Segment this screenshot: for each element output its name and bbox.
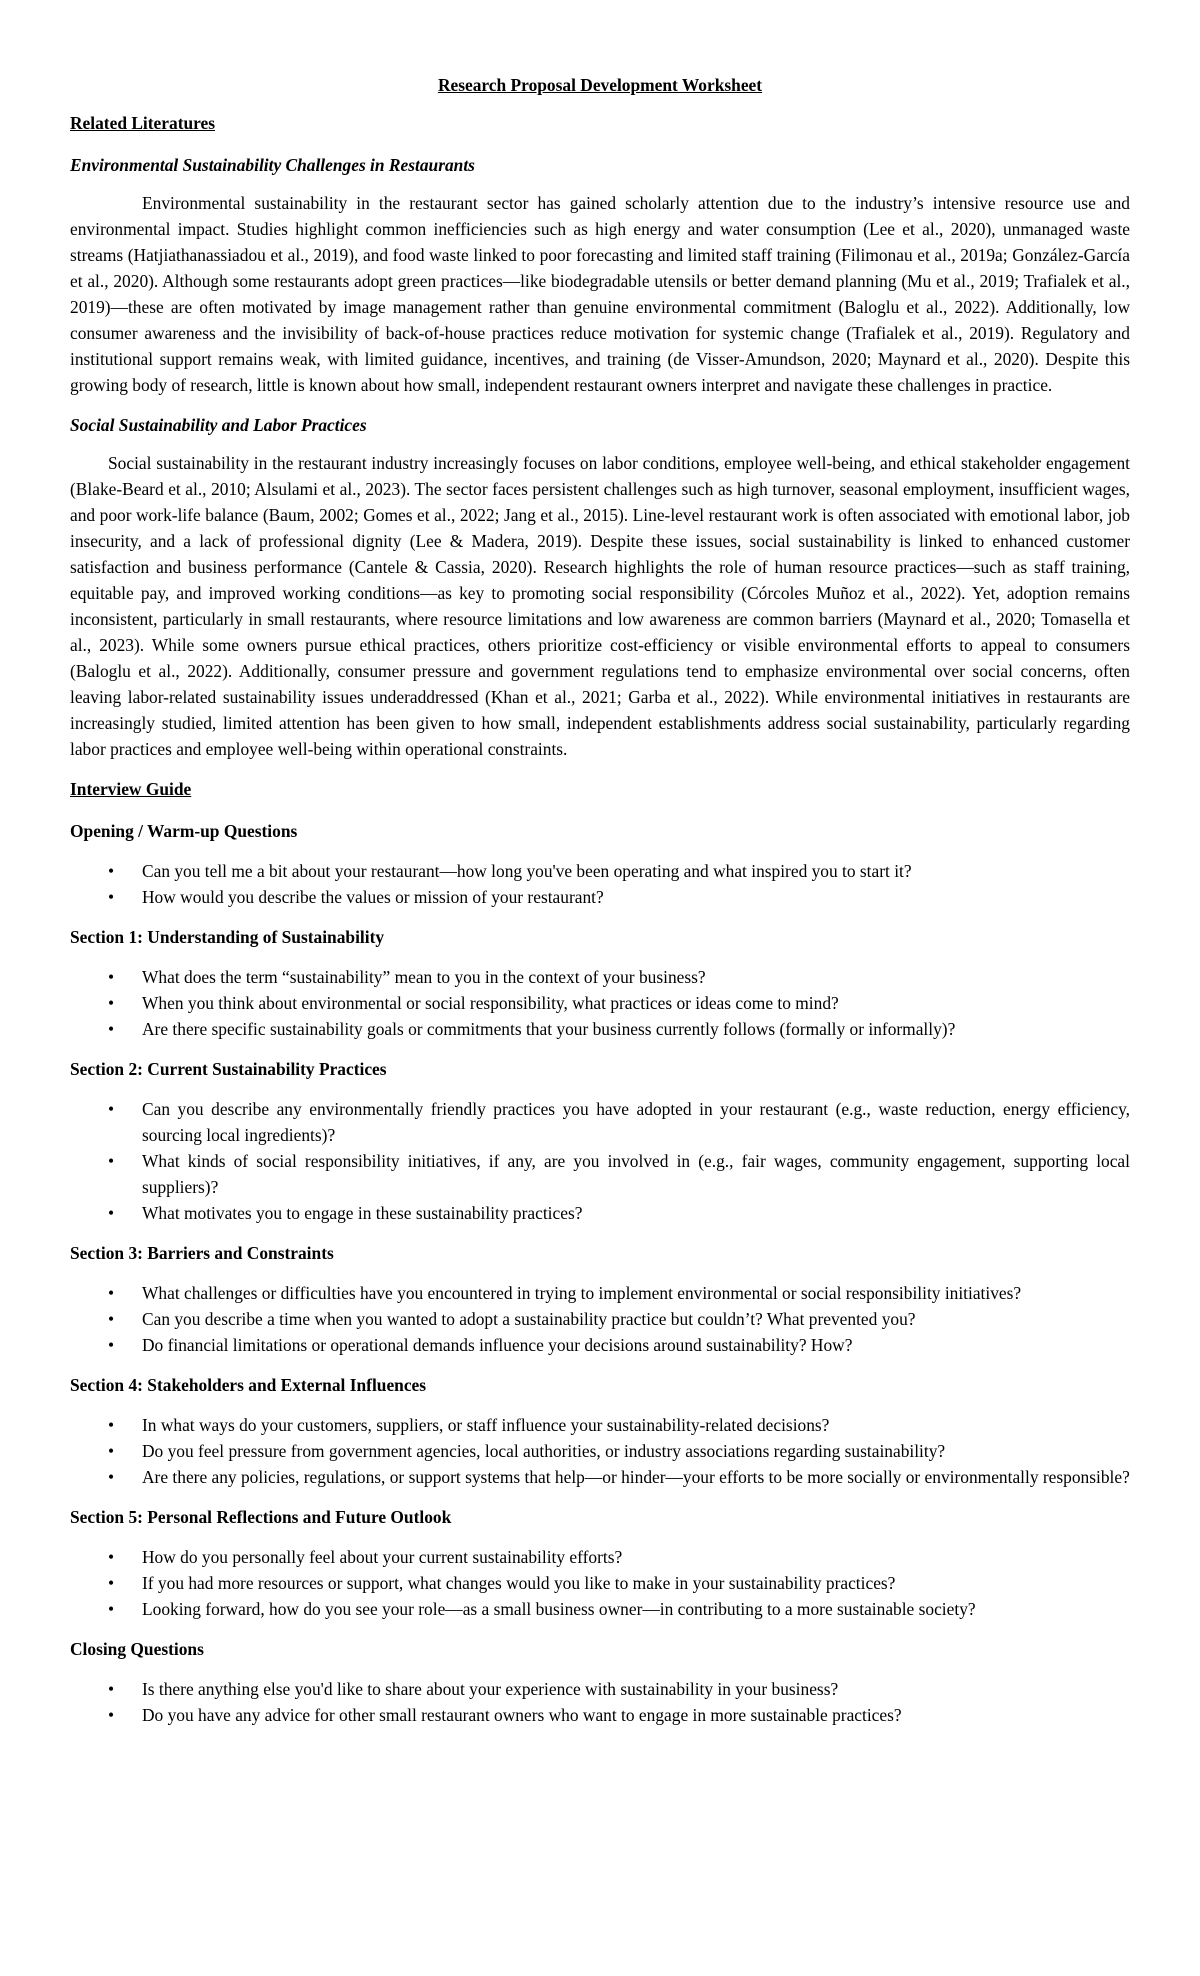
question-text: Are there specific sustainability goals or commitments that your business currently follows (formally or informally)? [142,1019,956,1039]
question-item [70,858,1130,884]
bullet-icon: • [108,1151,115,1171]
interview-sections [70,818,1130,1728]
question-list [70,964,1130,1042]
question-item [70,1544,1130,1570]
question-item [70,1200,1130,1226]
question-list [70,1676,1130,1728]
question-text: What motivates you to engage in these sustainability practices? [142,1203,583,1223]
bullet-icon: • [108,993,115,1013]
question-list [70,1280,1130,1358]
question-text: Can you tell me a bit about your restaurant—how long you've been operating and what inspired you to start it? [142,861,912,881]
interview-section-heading: Section 2: Current Sustainability Practices [70,1059,387,1079]
question-text: When you think about environmental or social responsibility, what practices or ideas come to mind? [142,993,839,1013]
question-item [70,1570,1130,1596]
question-text: Do you have any advice for other small restaurant owners who want to engage in more sustainable practices? [142,1705,902,1725]
question-item [70,1332,1130,1358]
question-list [70,1412,1130,1490]
question-item [70,1306,1130,1332]
question-text: Do financial limitations or operational demands influence your decisions around sustainability? How? [142,1335,853,1355]
document-title: Research Proposal Development Worksheet [437,75,763,95]
question-text: If you had more resources or support, what changes would you like to make in your sustainability practices? [142,1573,896,1593]
bullet-icon: • [108,1309,115,1329]
environmental-paragraph: Environmental sustainability in the restaurant sector has gained scholarly attention due to the industry’s intensive resource use and environmental impact. Studies highlight common inefficiencies such as high energy and water consumption (Lee et al., 2020), unmanaged waste streams (Hatjiathanassiadou et al., 2019), and food waste linked to poor forecasting and limited staff training (Filimonau et al., 2019a; González-García et al., 2020). Although some restaurants adopt green practices—like biodegradable utensils or better demand planning (Mu et al., 2019; Trafialek et al., 2019)—these are often motivated by image management rather than genuine environmental commitment (Baloglu et al., 2022). Additionally, low consumer awareness and the invisibility of back-of-house practices reduce motivation for systemic change (Trafialek et al., 2019). Regulatory and institutional support remains weak, with limited guidance, incentives, and training (de Visser-Amundson, 2020; Maynard et al., 2020). Despite this growing body of research, little is known about how small, independent restaurant owners interpret and navigate these challenges in practice. [70,193,1130,395]
bullet-icon: • [108,1547,115,1567]
bullet-icon: • [108,1283,115,1303]
question-text: Looking forward, how do you see your role—as a small business owner—in contributing to a more sustainable society? [142,1599,976,1619]
question-item [70,1016,1130,1042]
interview-section-heading: Section 4: Stakeholders and External Influences [70,1375,427,1395]
bullet-icon: • [108,1599,115,1619]
question-item [70,1438,1130,1464]
bullet-icon: • [108,861,115,881]
question-text: In what ways do your customers, suppliers, or staff influence your sustainability-related decisions? [142,1415,830,1435]
question-item [70,1412,1130,1438]
question-item [70,964,1130,990]
question-list [70,1096,1130,1226]
question-text: Can you describe a time when you wanted to adopt a sustainability practice but couldn’t? What prevented you? [142,1309,916,1329]
question-item [70,1596,1130,1622]
question-item [70,1096,1130,1148]
question-item [70,990,1130,1016]
bullet-icon: • [108,1415,115,1435]
bullet-icon: • [108,967,115,987]
interview-section-heading: Closing Questions [70,1639,204,1659]
interview-section-heading: Section 1: Understanding of Sustainability [70,927,385,947]
question-text: How do you personally feel about your current sustainability efforts? [142,1547,623,1567]
question-item [70,1464,1130,1490]
related-literatures-heading: Related Literatures [70,113,216,133]
question-text: How would you describe the values or mission of your restaurant? [142,887,604,907]
bullet-icon: • [108,1099,115,1119]
bullet-icon: • [108,1573,115,1593]
bullet-icon: • [108,1679,115,1699]
question-item [70,1148,1130,1200]
bullet-icon: • [108,1203,115,1223]
question-text: Is there anything else you'd like to share about your experience with sustainability in your business? [142,1679,839,1699]
question-text: Do you feel pressure from government agencies, local authorities, or industry associations regarding sustainability? [142,1441,946,1461]
question-item [70,884,1130,910]
interview-section-heading: Opening / Warm-up Questions [70,821,298,841]
question-list [70,858,1130,910]
question-item [70,1280,1130,1306]
social-paragraph: Social sustainability in the restaurant industry increasingly focuses on labor conditions, employee well-being, and ethical stakeholder engagement (Blake-Beard et al., 2010; Alsulami et al., 2023). The sector faces persistent challenges such as high turnover, seasonal employment, insufficient wages, and poor work-life balance (Baum, 2002; Gomes et al., 2022; Jang et al., 2015). Line-level restaurant work is often associated with emotional labor, job insecurity, and a lack of professional dignity (Lee & Madera, 2019). Despite these issues, social sustainability is linked to enhanced customer satisfaction and business performance (Cantele & Cassia, 2020). Research highlights the role of human resource practices—such as staff training, equitable pay, and improved working conditions—as key to promoting social responsibility (Córcoles Muñoz et al., 2022). Yet, adoption remains inconsistent, particularly in small restaurants, where resource limitations and low awareness are common barriers (Maynard et al., 2020; Tomasella et al., 2023). While some owners pursue ethical practices, others prioritize cost-efficiency or visible environmental efforts to appeal to consumers (Baloglu et al., 2022). Additionally, consumer pressure and government regulations tend to emphasize environmental over social concerns, often leaving labor-related sustainability issues underaddressed (Khan et al., 2021; Garba et al., 2022). While environmental initiatives in restaurants are increasingly studied, limited attention has been given to how small, independent establishments address social sustainability, particularly regarding labor practices and employee well-being within operational constraints. [70,453,1130,759]
bullet-icon: • [108,1467,115,1487]
question-list [70,1544,1130,1622]
question-item [70,1702,1130,1728]
question-text: What kinds of social responsibility initiatives, if any, are you involved in (e.g., fair wages, community engagement, supporting local suppliers)? [142,1151,1130,1197]
bullet-icon: • [108,887,115,907]
interview-section-heading: Section 3: Barriers and Constraints [70,1243,334,1263]
interview-guide-heading: Interview Guide [70,779,192,799]
environmental-subheading: Environmental Sustainability Challenges in Restaurants [70,155,475,175]
bullet-icon: • [108,1705,115,1725]
social-subheading: Social Sustainability and Labor Practices [70,415,367,435]
question-text: Are there any policies, regulations, or support systems that help—or hinder—your efforts to be more socially or environmentally responsible? [142,1467,1130,1487]
question-text: Can you describe any environmentally friendly practices you have adopted in your restaurant (e.g., waste reduction, energy efficiency, sourcing local ingredients)? [142,1099,1130,1145]
question-text: What challenges or difficulties have you encountered in trying to implement environmental or social responsibility initiatives? [142,1283,1022,1303]
bullet-icon: • [108,1335,115,1355]
bullet-icon: • [108,1441,115,1461]
question-item [70,1676,1130,1702]
interview-section-heading: Section 5: Personal Reflections and Future Outlook [70,1507,452,1527]
question-text: What does the term “sustainability” mean to you in the context of your business? [142,967,706,987]
bullet-icon: • [108,1019,115,1039]
